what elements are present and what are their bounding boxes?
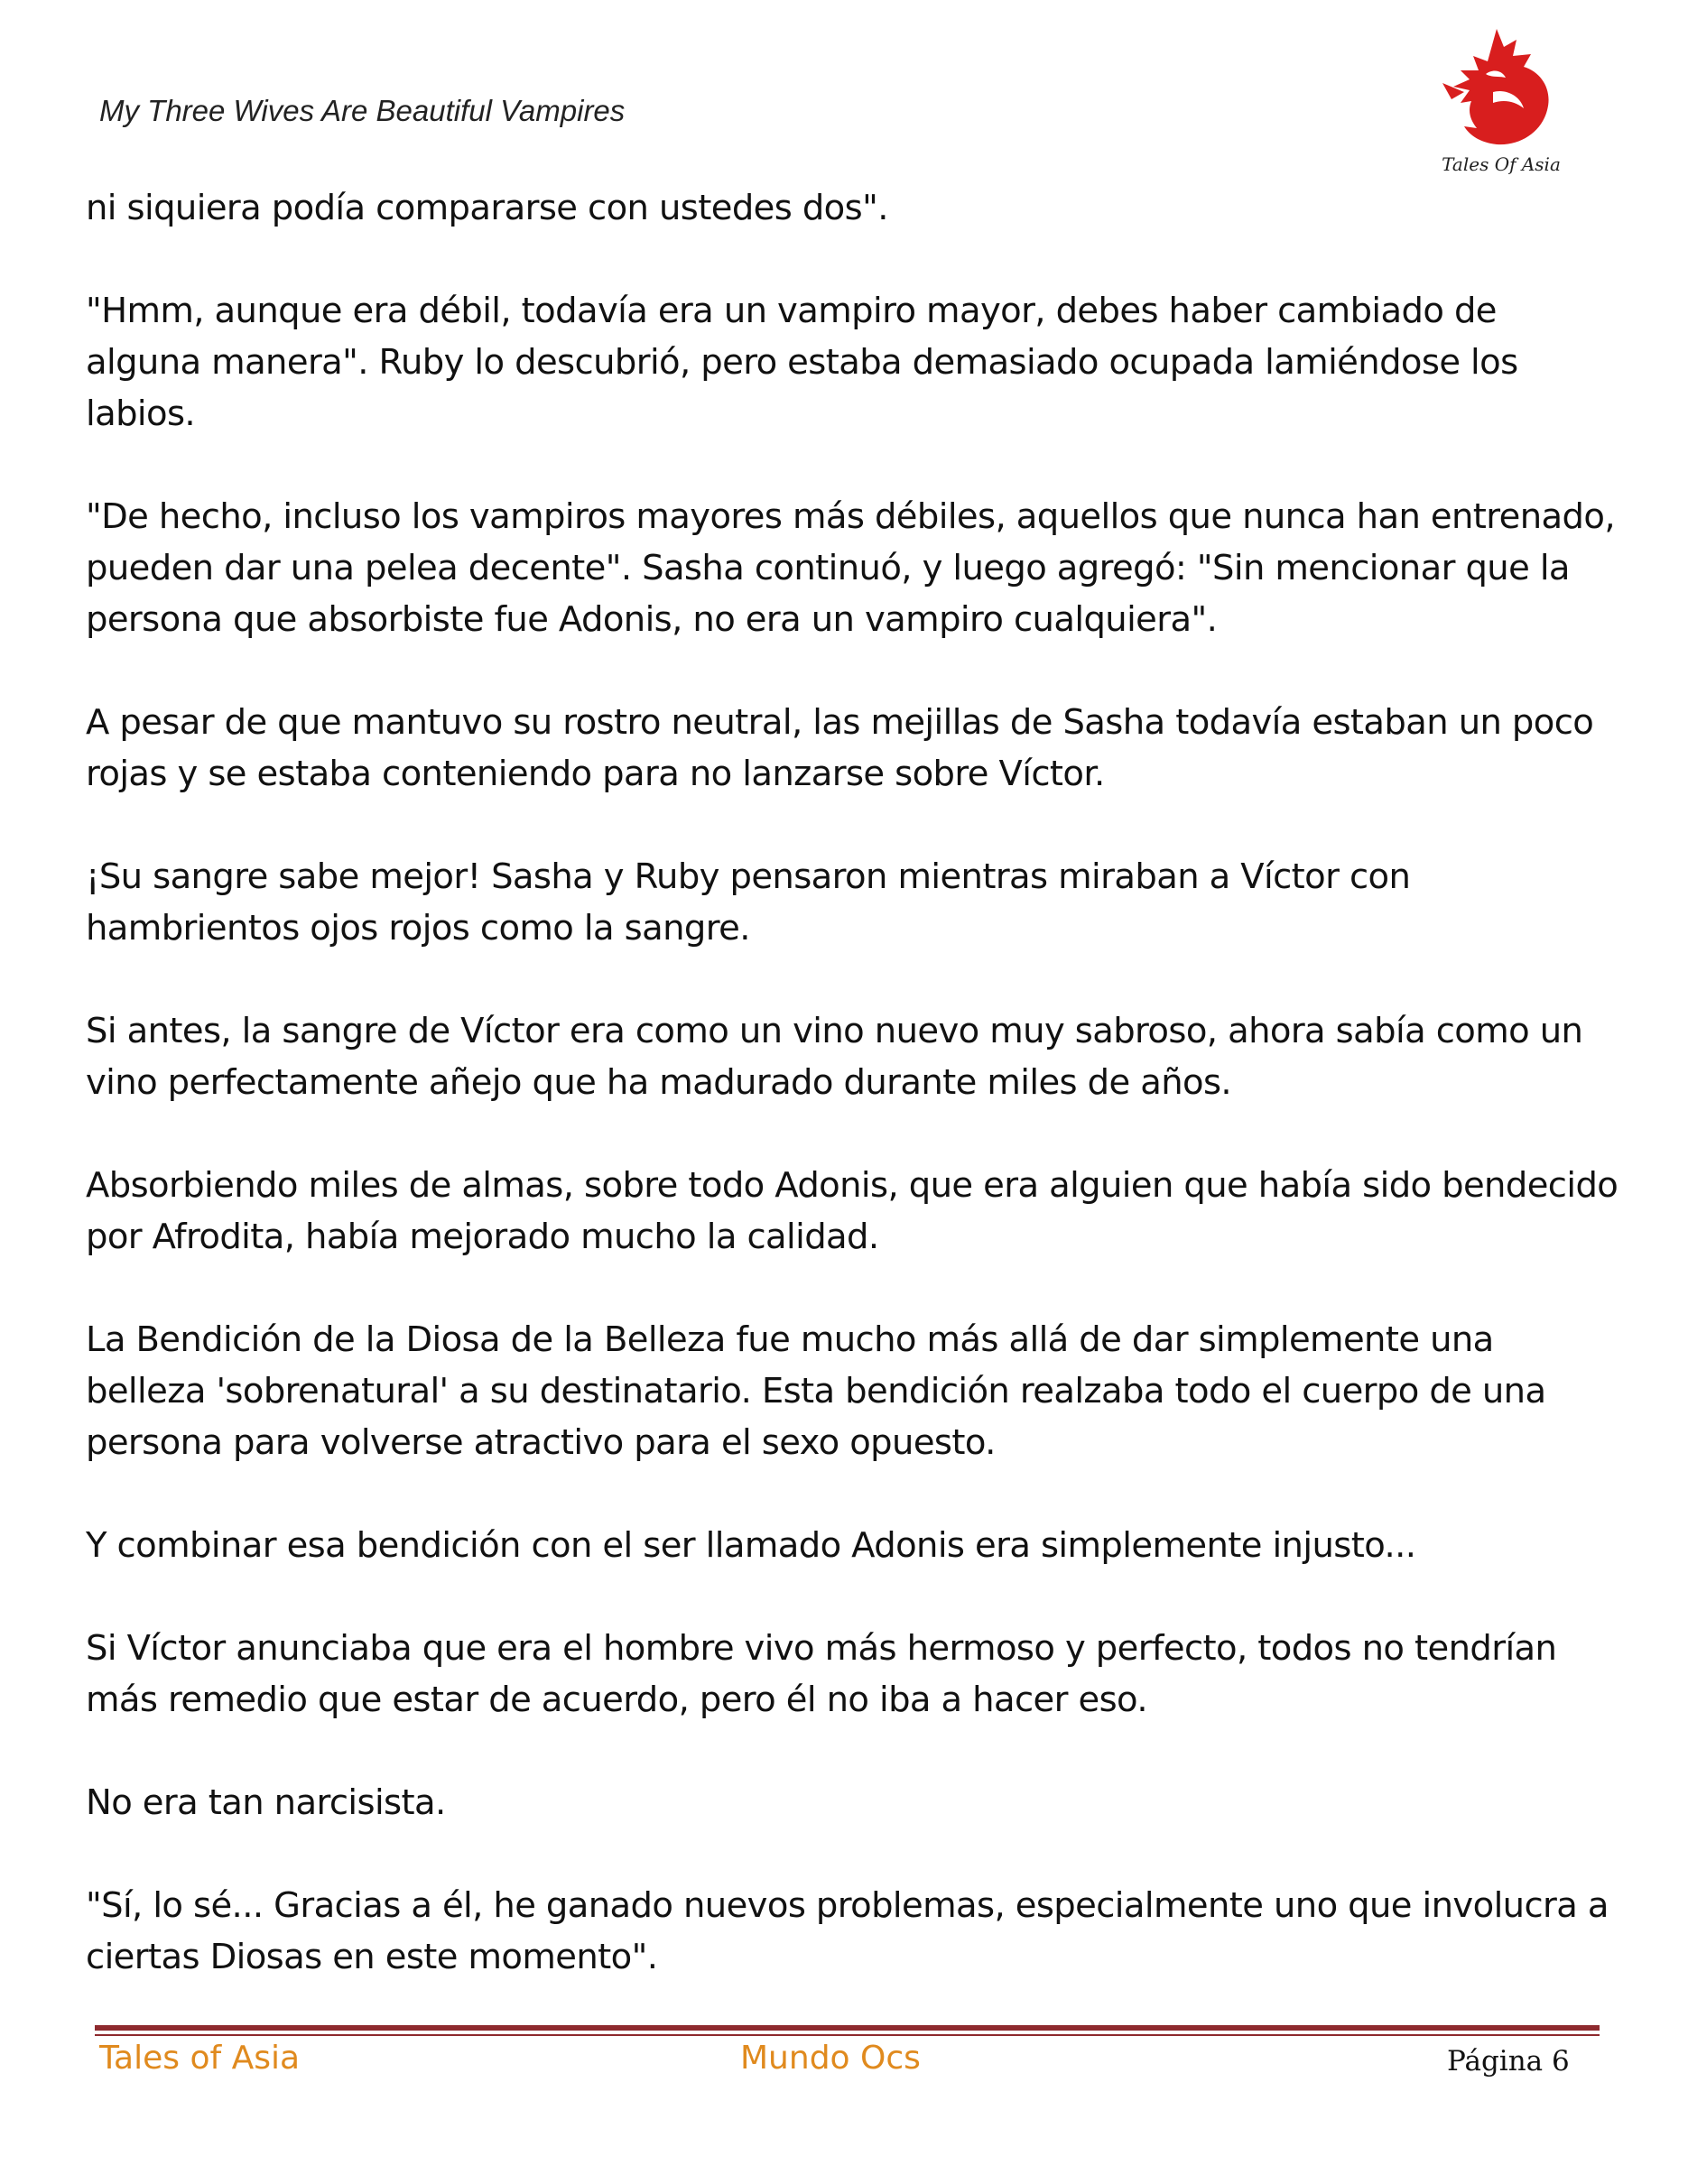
paragraph: Absorbiendo miles de almas, sobre todo Adonis, que era alguien que había sido bendecido por Afrodita, había mejorado mucho la calidad. — [86, 1165, 1618, 1257]
paragraph: A pesar de que mantuvo su rostro neutral, las mejillas de Sasha todavía estaban un poco rojas y se estaba conteniendo para no lanzarse sobre Víctor. — [86, 702, 1594, 794]
paragraph: ¡Su sangre sabe mejor! Sasha y Ruby pensaron mientras miraban a Víctor con hambrientos ojos rojos como la sangre. — [86, 856, 1411, 949]
paragraph: La Bendición de la Diosa de la Belleza fue mucho más allá de dar simplemente una belleza 'sobrenatural' a su destinatario. Esta bendición realzaba todo el cuerpo de una persona para volverse atractivo para el sexo opuesto. — [86, 1319, 1546, 1463]
tales-of-asia-logo — [1433, 20, 1569, 182]
paragraph: Y combinar esa bendición con el ser llamado Adonis era simplemente injusto... — [86, 1525, 1416, 1566]
paragraph: "De hecho, incluso los vampiros mayores más débiles, aquellos que nunca han entrenado, pueden dar una pelea decente". Sasha continuó, y luego agregó: "Sin mencionar que la persona que absorbiste fue Adonis, no era un vampiro cualquiera". — [86, 496, 1615, 640]
paragraph: Si antes, la sangre de Víctor era como un vino nuevo muy sabroso, ahora sabía como un vino perfectamente añejo que ha madurado durante miles de años. — [86, 1011, 1583, 1103]
paragraph: Si Víctor anunciaba que era el hombre vivo más hermoso y perfecto, todos no tendrían más remedio que estar de acuerdo, pero él no iba a hacer eso. — [86, 1628, 1557, 1720]
page-number: Página 6 — [1447, 2045, 1570, 2078]
dragon-icon — [1433, 20, 1569, 155]
paragraph: No era tan narcisista. — [86, 1782, 446, 1823]
document-body — [86, 182, 1620, 2034]
paragraph: "Sí, lo sé... Gracias a él, he ganado nuevos problemas, especialmente uno que involucra a ciertas Diosas en este momento". — [86, 1885, 1609, 1977]
footer-divider — [95, 2025, 1600, 2031]
footer-left-text: Tales of Asia — [99, 2040, 301, 2077]
footer-center-text: Mundo Ocs — [740, 2040, 921, 2077]
logo-label: Tales Of Asia — [1442, 153, 1561, 175]
book-title: My Three Wives Are Beautiful Vampires — [99, 94, 626, 127]
paragraph: "Hmm, aunque era débil, todavía era un vampiro mayor, debes haber cambiado de alguna manera". Ruby lo descubrió, pero estaba demasiado ocupada lamiéndose los labios. — [86, 291, 1518, 434]
paragraph: ni siquiera podía compararse con ustedes dos". — [86, 188, 888, 228]
footer-divider-thin — [95, 2034, 1600, 2036]
